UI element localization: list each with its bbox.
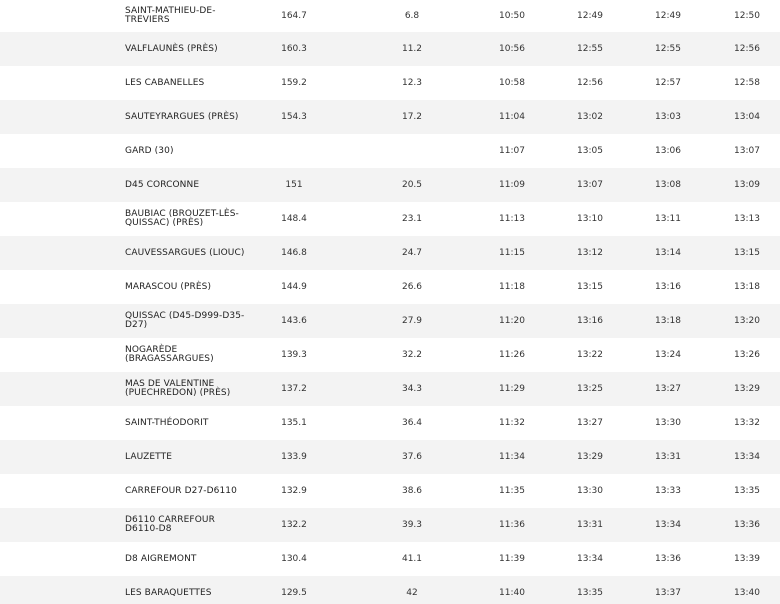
km-covered: 12.3 (401, 77, 423, 88)
time-schedule-3: 13:06 (655, 145, 681, 156)
time-schedule-4: 12:50 (734, 10, 760, 21)
km-remaining (262, 134, 326, 168)
km-covered: 37.6 (401, 451, 423, 462)
time-schedule-3: 13:30 (655, 417, 681, 428)
time-schedule-4: 12:58 (734, 77, 760, 88)
time-schedule-4: 13:26 (734, 349, 760, 360)
time-schedule-1: 11:18 (499, 281, 525, 292)
table-row (0, 372, 780, 406)
place-name: VALFLAUNÈS (PRÈS) (125, 43, 218, 54)
km-covered: 34.3 (401, 383, 423, 394)
km-remaining: 160.3 (281, 43, 307, 54)
km-covered: 24.7 (401, 247, 423, 258)
table-row (0, 32, 780, 66)
time-schedule-2: 13:35 (577, 587, 603, 598)
time-schedule-2: 13:05 (577, 145, 603, 156)
place-name: D6110 CARREFOUR D6110-D8 (125, 515, 215, 534)
time-schedule-3: 13:36 (655, 553, 681, 564)
table-row (0, 304, 780, 338)
km-remaining: 130.4 (281, 553, 307, 564)
time-schedule-1: 11:20 (499, 315, 525, 326)
time-schedule-1: 11:26 (499, 349, 525, 360)
time-schedule-1: 11:35 (499, 485, 525, 496)
time-schedule-2: 13:16 (577, 315, 603, 326)
km-remaining: 144.9 (281, 281, 307, 292)
place-name: BAUBIAC (BROUZET-LÈS-QUISSAC) (PRÈS) (125, 209, 239, 228)
time-schedule-4: 13:15 (734, 247, 760, 258)
km-covered: 38.6 (401, 485, 423, 496)
time-schedule-3: 13:31 (655, 451, 681, 462)
km-remaining: 139.3 (281, 349, 307, 360)
table-row (0, 440, 780, 474)
km-covered: 32.2 (401, 349, 423, 360)
km-remaining: 164.7 (281, 10, 307, 21)
time-schedule-2: 13:22 (577, 349, 603, 360)
time-schedule-4: 13:09 (734, 179, 760, 190)
place-name: QUISSAC (D45-D999-D35-D27) (125, 311, 245, 330)
table-row (0, 338, 780, 372)
time-schedule-3: 13:03 (655, 111, 681, 122)
table-row (0, 236, 780, 270)
km-remaining: 135.1 (281, 417, 307, 428)
time-schedule-3: 12:49 (655, 10, 681, 21)
time-schedule-4: 13:18 (734, 281, 760, 292)
time-schedule-2: 13:25 (577, 383, 603, 394)
time-schedule-3: 13:14 (655, 247, 681, 258)
time-schedule-3: 12:55 (655, 43, 681, 54)
table-row (0, 202, 780, 236)
km-covered: 39.3 (401, 519, 423, 530)
table-row (0, 542, 780, 576)
time-schedule-3: 13:08 (655, 179, 681, 190)
time-schedule-2: 13:15 (577, 281, 603, 292)
time-schedule-1: 11:29 (499, 383, 525, 394)
place-name: CAUVESSARGUES (LIOUC) (125, 247, 245, 258)
km-remaining: 143.6 (281, 315, 307, 326)
km-covered: 42 (406, 587, 418, 598)
place-name: SAINT-MATHIEU-DE-TREVIERS (125, 6, 216, 25)
time-schedule-2: 13:30 (577, 485, 603, 496)
time-schedule-2: 13:02 (577, 111, 603, 122)
time-schedule-1: 10:58 (499, 77, 525, 88)
time-schedule-2: 12:49 (577, 10, 603, 21)
time-schedule-3: 13:33 (655, 485, 681, 496)
time-schedule-4: 13:32 (734, 417, 760, 428)
km-covered: 11.2 (401, 43, 423, 54)
time-schedule-1: 11:13 (499, 213, 525, 224)
time-schedule-1: 11:40 (499, 587, 525, 598)
time-schedule-2: 13:07 (577, 179, 603, 190)
km-remaining: 154.3 (281, 111, 307, 122)
time-schedule-1: 11:04 (499, 111, 525, 122)
table-row (0, 406, 780, 440)
time-schedule-3: 13:16 (655, 281, 681, 292)
time-schedule-2: 12:56 (577, 77, 603, 88)
time-schedule-2: 13:12 (577, 247, 603, 258)
place-name: MAS DE VALENTINE (PUECHREDON) (PRÈS) (125, 379, 231, 398)
km-covered: 36.4 (401, 417, 423, 428)
place-name: MARASCOU (PRÈS) (125, 281, 212, 292)
time-schedule-4: 13:29 (734, 383, 760, 394)
time-schedule-4: 13:39 (734, 553, 760, 564)
km-covered: 41.1 (401, 553, 423, 564)
time-schedule-1: 11:09 (499, 179, 525, 190)
place-name: LES CABANELLES (125, 77, 205, 88)
time-schedule-4: 13:20 (734, 315, 760, 326)
time-schedule-2: 13:29 (577, 451, 603, 462)
time-schedule-3: 13:11 (655, 213, 681, 224)
time-schedule-1: 10:56 (499, 43, 525, 54)
place-name: D8 AIGREMONT (125, 553, 197, 564)
time-schedule-1: 11:36 (499, 519, 525, 530)
km-covered: 23.1 (401, 213, 423, 224)
time-schedule-2: 13:31 (577, 519, 603, 530)
km-remaining: 148.4 (281, 213, 307, 224)
time-schedule-4: 13:35 (734, 485, 760, 496)
time-schedule-4: 13:34 (734, 451, 760, 462)
time-schedule-3: 13:37 (655, 587, 681, 598)
km-covered: 6.8 (404, 10, 420, 21)
km-remaining: 132.2 (281, 519, 307, 530)
time-schedule-2: 13:10 (577, 213, 603, 224)
table-row (0, 508, 780, 542)
table-row (0, 168, 780, 202)
time-schedule-4: 13:36 (734, 519, 760, 530)
time-schedule-1: 10:50 (499, 10, 525, 21)
place-name: CARREFOUR D27-D6110 (125, 485, 237, 496)
km-remaining: 151 (285, 179, 303, 190)
table-row (0, 576, 780, 604)
time-schedule-1: 11:34 (499, 451, 525, 462)
time-schedule-4: 13:40 (734, 587, 760, 598)
time-schedule-1: 11:15 (499, 247, 525, 258)
time-schedule-4: 13:04 (734, 111, 760, 122)
table-row (0, 0, 780, 32)
km-remaining: 132.9 (281, 485, 307, 496)
table-row (0, 66, 780, 100)
time-schedule-1: 11:32 (499, 417, 525, 428)
place-name: D45 CORCONNE (125, 179, 200, 190)
time-schedule-4: 13:13 (734, 213, 760, 224)
time-schedule-4: 13:07 (734, 145, 760, 156)
place-name: LAUZETTE (125, 451, 172, 462)
time-schedule-2: 12:55 (577, 43, 603, 54)
place-name: LES BARAQUETTES (125, 587, 212, 598)
km-remaining: 129.5 (281, 587, 307, 598)
place-name: GARD (30) (125, 145, 174, 156)
time-schedule-3: 13:34 (655, 519, 681, 530)
km-remaining: 146.8 (281, 247, 307, 258)
time-schedule-2: 13:34 (577, 553, 603, 564)
time-schedule-3: 13:18 (655, 315, 681, 326)
km-remaining: 133.9 (281, 451, 307, 462)
km-covered: 17.2 (401, 111, 423, 122)
time-schedule-4: 12:56 (734, 43, 760, 54)
place-name: NOGARÈDE (BRAGASSARGUES) (125, 345, 214, 364)
time-schedule-3: 13:24 (655, 349, 681, 360)
place-name: SAUTEYRARGUES (PRÈS) (125, 111, 239, 122)
time-schedule-2: 13:27 (577, 417, 603, 428)
table-row (0, 100, 780, 134)
time-schedule-1: 11:07 (499, 145, 525, 156)
km-covered: 20.5 (401, 179, 423, 190)
table-row (0, 270, 780, 304)
table-row (0, 134, 780, 168)
km-remaining: 159.2 (281, 77, 307, 88)
km-remaining: 137.2 (281, 383, 307, 394)
km-covered (380, 134, 444, 168)
time-schedule-1: 11:39 (499, 553, 525, 564)
km-covered: 27.9 (401, 315, 423, 326)
km-covered: 26.6 (401, 281, 423, 292)
place-name: SAINT-THÉODORIT (125, 417, 209, 428)
time-schedule-3: 12:57 (655, 77, 681, 88)
table-row (0, 474, 780, 508)
time-schedule-3: 13:27 (655, 383, 681, 394)
